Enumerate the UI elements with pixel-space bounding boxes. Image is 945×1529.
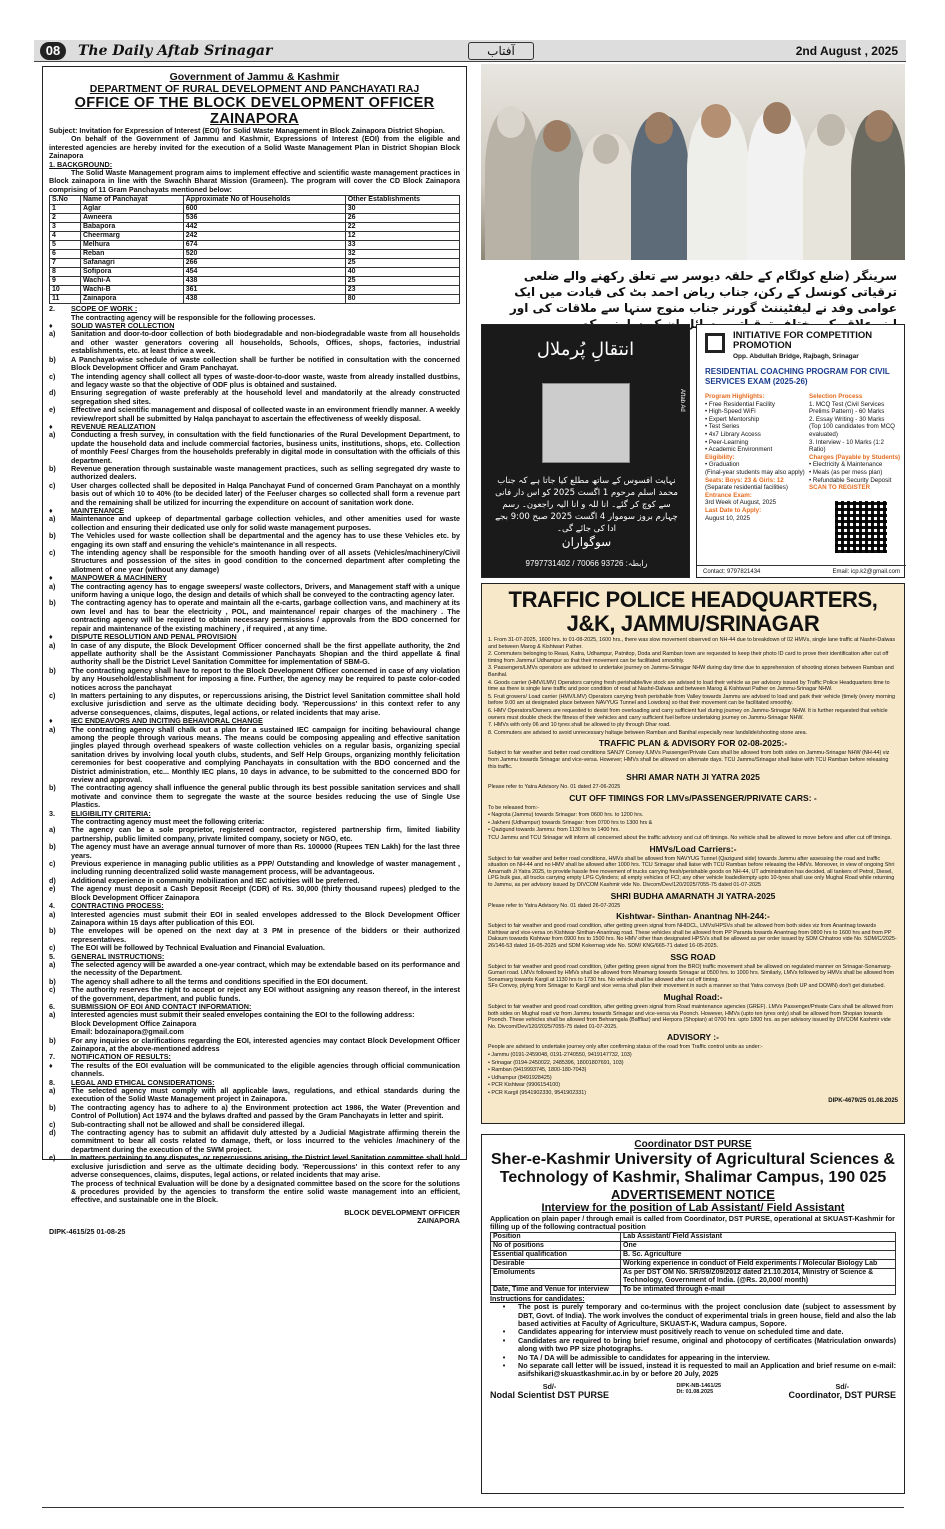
table-cell: No of positions — [491, 1241, 621, 1250]
list-item: 4. Goods carrier (HMV/LMV) Operators carrying fresh perishable/live stock are advised to load their vehicle as per advisory issued by Traffic Police Headquarters time to time as there is single lane traffic and poor condition of road at Nashri-Dalwas and between Marog & Kishtwari Pather on Jammu-Srinagar NHW. — [488, 679, 890, 693]
mughal-heading: Mughal Road:- — [663, 991, 723, 1002]
list-item: 3. Passengers/LMVs operators are advised to undertake journey on Jammu-Srinagar NHW during day time due to apprehension of shooting stones between Ramban and Banihal. — [488, 665, 894, 678]
table-cell: 80 — [345, 295, 459, 304]
group-photo — [481, 64, 905, 260]
advertisement-heading: ADVERTISEMENT NOTICE — [611, 1187, 775, 1202]
notice-clause: c) Sub-contracting shall not be allowed and shall be considered illegal. — [49, 1119, 305, 1129]
photo-caption: سرینگر (ضلع کولگام کے حلقہ دیوسر سے تعلق رکھنے والے ضلعی ترقیاتی کونسل کے رکن، جناب ریاض احمد بٹ کی قیادت میں ایک عوامی وفد نے لیفٹیننٹ گورنر جناب منوج سنہا سے ملاقات کی اور — [509, 269, 897, 315]
table-cell: 3 — [50, 223, 81, 232]
list-item: 3. Interview - 10 Marks (1:2 Ratio) — [809, 438, 884, 454]
table-cell: 33 — [345, 241, 459, 250]
table-cell: Wachi-A — [80, 277, 183, 286]
table-row — [50, 259, 460, 268]
traffic-items — [488, 637, 898, 736]
list-item: • Electricity & Maintenance — [809, 461, 883, 469]
table-cell: 442 — [183, 223, 345, 232]
notice-clause: 6. SUBMISSION OF EOI AND CONTACT INFORMATION: — [49, 1001, 252, 1011]
list-item: • Nagrota (Jammu) towards Srinagar: from 0600 hrs. to 1200 hrs. — [488, 812, 644, 819]
contact-phone: 9797731402 / 70066 93726 :رابطہ — [525, 559, 648, 568]
table-cell: To be intimated through e-mail — [621, 1285, 896, 1294]
notice-clause: a) The agency can be a sole proprietor, registered contractor, registered partnership firm, limited liability partnership, public limited company, private limited company, society or NGO, etc. — [49, 825, 460, 843]
notice-clause: a) The selected agency must comply with all applicable laws, regulations, and ethical standards during the execution of the Solid Waste Management project in Zainapora. — [49, 1086, 460, 1104]
coaching-ad — [696, 324, 905, 578]
list-item: • Expert Mentorship — [705, 415, 760, 423]
qr-code-icon — [835, 501, 887, 553]
subject-line: Subject: Invitation for Expression of Interest (EOI) for Solid Waste Management in Block Zainapora District Shopian. — [49, 126, 445, 135]
list-item: • High-Speed WiFi — [705, 408, 756, 416]
notice-clause: b) For any inquiries or clarifications regarding the EOI, interested agencies may contact Block Development Officer Zainapora, at the above-mentioned address — [49, 1035, 460, 1053]
traffic-title-1: TRAFFIC POLICE HEADQUARTERS, — [508, 587, 878, 612]
table-cell: 600 — [183, 205, 345, 214]
list-item: • The post is purely temporary and co-terminus with the project conclusion date (subject to assessment by DBT, Govt. of India). The work involves the conduct of experimental trials in green house, field and also the lab based activities at Faculty of Agriculture, SKUAST-K, Wadura campus, Sopore. — [502, 1302, 896, 1329]
table-cell: 6 — [50, 250, 81, 259]
table-row — [50, 286, 460, 295]
table-cell: One — [621, 1241, 896, 1250]
list-item: • Srinagar (0194-2450022, 2485396, 18001807691, 103) — [488, 1059, 624, 1066]
table-cell: 674 — [183, 241, 345, 250]
list-item: • Free Residential Facility — [705, 400, 775, 408]
list-item: August 10, 2025 — [705, 514, 751, 522]
plan-text: Subject to fair weather and better road conditions SANJY Convey /LMVs Passenger/Private Cars shall be allowed from both sides on Jammu-Srinagar NHW (NH-44) viz from Jammu towards Srinagar and vice-versa. However; HMVs shall be allowed on alternate days. TCU Jammu/Srinagar shall liaise with TCU Ramban before releasing this traffic. — [488, 750, 890, 770]
notice-clause: c) Previous experience in managing public utilities as a PPP/ Outstanding and knowledge of waster management , including running decentralized solid waste management process, will be advantageous. — [49, 859, 460, 877]
advisory-heading: ADVISORY :- — [667, 1032, 719, 1043]
notice-clause: 5. GENERAL INSTRUCTIONS: — [49, 951, 165, 961]
bdo-eoi-notice — [42, 66, 467, 1236]
list-item: 7. HMVs with only 06 and 10 tyres shall be allowed to ply through Dhar road. — [488, 722, 671, 729]
plan-heading: TRAFFIC PLAN & ADVISORY FOR 02-08-2025:- — [598, 738, 788, 749]
notice-clause: b) The contracting agency has to adhere to a) the Environment protection act 1986, the Water (Prevention and Control of Pollution) Act 1974 and the bylaws drafted and passed by the Gram Panchayats in letter and spirit. — [49, 1102, 460, 1121]
list-item: 2. Commuters belonging to Reasi, Katra, Udhampur, Patnitop, Doda and Ramban town are requested to keep their photo ID card to prove their identification after cut off timing from Jammu/ Udhampur so that their movement can be facilitated smoothly. — [488, 651, 889, 664]
dipk-nb-ref: DIPK-NB-1461/25 — [676, 1382, 722, 1389]
table-cell: 32 — [345, 250, 459, 259]
list-item: • Meals (as per mess plan) — [809, 468, 883, 476]
table-cell: Cheermarg — [80, 232, 183, 241]
obituary-text: نہایت افسوس کے ساتھ مطلع کیا جاتا ہے کہ جناب محمد اسلم مرحوم 1 اگست 2025 کو اس دار فانی سے کوچ کر گئے۔ انا للہ و انا الیہ راجعون۔ رسم چہارم بروز سوموار 4 اگست 2025 صبح 9:00 بجے ادا کی جائے گی۔ — [495, 476, 678, 534]
coordinator-sign: Coordinator, DST PURSE — [788, 1390, 896, 1401]
list-item: To be released from:- — [488, 804, 539, 811]
list-item: • Jakheni (Udhampur) towards Srinagar: from 0700 hrs to 1300 hrs & — [488, 819, 653, 826]
notice-clause: a) The selected agency will be awarded a one-year contract, which may be extendable based on its performance and the necessity of the Department. — [49, 959, 460, 978]
table-cell: Reban — [80, 250, 183, 259]
table-cell: 25 — [345, 277, 459, 286]
dipk-ref: DIPK-4615/25 01-08-25 — [49, 1226, 126, 1236]
coach-footer — [697, 565, 906, 577]
notice-clause: e) In matters pertaining to any disputes, or repercussions arising, the District level Sanitation committee shall hold exclusive jurisdiction and serve as the ultimate deciding body. 'Repercussions' in this context refer to any adverse consequences, claims, disputes, legal actions, or related incidents that may arise. — [49, 1153, 460, 1180]
table-row — [491, 1241, 896, 1250]
ad-side-label: Aftab Ad — [679, 389, 685, 412]
cutoff-heading: CUT OFF TIMINGS FOR LMVs/PASSENGER/PRIVATE CARS: - — [569, 792, 817, 803]
table-cell: Awneera — [80, 214, 183, 223]
table-cell: 266 — [183, 259, 345, 268]
list-item: • PCR Kargil (9541902330, 9541902331) — [488, 1089, 587, 1096]
background-text: The Solid Waste Management program aims to implement effective and scientific waste management practices in Block zainapora in line with the Swachh Bharat Mission (Grameen). The program will cover the CD Block Zainapora comprising of 11 Gram Panchayats mentioned below: — [49, 168, 460, 194]
list-item: • Peer-Learning — [705, 438, 749, 446]
notice-clause: Email: bdozainapora@gmail.com — [71, 1027, 184, 1037]
table-cell: Desirable — [491, 1259, 621, 1268]
dipk-nb-date: Dt: 01.08.2025 — [676, 1389, 714, 1396]
table-cell: Emoluments — [491, 1268, 621, 1285]
list-item: 5. Fruit growers/ Load carrier (HMV/LMV) Operators carrying fresh perishable from Valley towards Jammu are advised to load and park their vehicle (timely (every morning before 9.00 am at designated place between NAVYUG Tunnel and Lowdora) so that their movement can be facilitated smoothly. — [488, 693, 896, 707]
notice-body — [49, 305, 460, 1204]
obituary-ad — [481, 324, 690, 578]
table-cell: 454 — [183, 268, 345, 277]
table-cell: 4 — [50, 232, 81, 241]
right-sd: Sd/- — [835, 1381, 850, 1391]
table-cell: Zainapora — [80, 295, 183, 304]
contact-email: Email: icp.k2@gmail.com — [832, 569, 900, 575]
list-item: • Qazigund towards Jammu: from 1130 hrs to 1400 hrs. — [488, 827, 620, 834]
table-cell: 10 — [50, 286, 81, 295]
notice-clause: ♦ MANPOWER & MACHINERY — [49, 573, 167, 583]
list-item: Eligibility: — [705, 453, 735, 461]
notice-clause: The process of technical Evaluation will be done by a designated committee based on the score for the solutions & procedures provided by the agencies to transform the entire solid waste management into an efficient, effective, and sustainable one in the Block. — [71, 1178, 460, 1205]
list-item: Entrance Exam: — [705, 491, 752, 499]
list-item: 3rd Week of August, 2025 — [705, 499, 777, 507]
notice-clause: e) Effective and scientific management and disposal of collected waste in an environment friendly manner. A weekly review/report shall be submitted by Halqa panchayat to ascertain the effectiveness of weekly disposal. — [49, 405, 460, 423]
hmv-text: Subject to fair weather and better road conditions, HMVs shall be allowed from NAVYUG Tunnel (Qazigund side) towards Jammu after assessing the road and traffic situation on NH-44 and no HMV shall be allowed after 1000 hrs. TCU Srinagar shall liaise with TCU Ramban before releasing the HMVs. Moreover, in view of ongoing Shri Amarnath Ji Yatra 2025, to provide hassle free movement of trucks carrying fresh/perishable goods on NH-44, UT administration has decided, all tankers of Petrol, Diesel, LPG bulk gas, all trucks carrying empty LPG Cylinders; all empty vehicles of FCI; any other vehicle loaded/empty upto 10-tyres shall use only Mughal Road while returning to Jammu, as per advisory issued by DIVCOM Kashmir vide No. Divcom/Dev/120/2025/7055-75 dated 01-07-2025 — [488, 855, 895, 889]
notice-clause: b) A Panchayat-wise schedule of waste collection shall be further be notified in consultation with the concerned Block Development Officer and Gram Panchayat. — [49, 354, 460, 373]
notice-clause: ♦ SOLID WASTER COLLECTION — [49, 321, 175, 331]
table-row — [491, 1259, 896, 1268]
dept-heading: DEPARTMENT OF RURAL DEVELOPMENT AND PANCHAYATI RAJ — [89, 83, 420, 95]
list-item: • No TA / DA will be admissible to candidates for appearing in the interview. — [502, 1352, 770, 1362]
traffic-title-2: J&K, JAMMU/SRINAGAR — [566, 611, 820, 636]
notice-clause: c) The authority reserves the right to accept or reject any EOI without assigning any reason thereof, in the interest of the government, department, and public funds. — [49, 985, 460, 1003]
notice-clause: 3. ELIGIBILITY CRITERIA: — [49, 808, 151, 818]
notice-clause: d) The contracting agency has to submit an affidavit duly attested by a Judicial Magistrate affirming therein the commitment to bear all costs related to damage, theft, or loss incurred to the vehicles /machinery of the department during the execution of the SWM project. — [49, 1128, 460, 1154]
table-cell: 7 — [50, 259, 81, 268]
list-item: • Refundable Security Deposit — [809, 476, 892, 484]
budha-text: Please refer to Yatra Advisory No. 01 dated 26-07-2025 — [488, 902, 621, 909]
university-line-1: Sher-e-Kashmir University of Agricultural Sciences & — [491, 1151, 895, 1168]
notice-clause: b) The Vehicles used for waste collection shall be departmental and the agency has to use these Vehicles etc. by engaging its own staff and ensuring the vehicle's maintenance in all respects. — [49, 531, 460, 549]
budha-heading: SHRI BUDHA AMARNATH JI YATRA-2025 — [610, 890, 776, 901]
table-cell: 2 — [50, 214, 81, 223]
issue-date: 2nd August , 2025 — [795, 44, 898, 58]
table-cell: Aglar — [80, 205, 183, 214]
signatory — [49, 1209, 460, 1226]
table-row — [50, 214, 460, 223]
notice-clause: a) Sanitation and door-to-door collection of both biodegradable and non-biodegradable waste from all households and other waster generators covering all households, Schools, Offices, shops, factories, industrial establishments, etc. at least thrice a week. — [49, 329, 460, 356]
notice-clause: 8. LEGAL AND ETHICAL CONSIDERATIONS: — [49, 1077, 215, 1087]
notice-clause: b) Revenue generation through sustainable waste management practices, such as selling segregated dry waste to authorized dealers. — [49, 463, 460, 482]
notice-clause: a) The contracting agency has to engage sweepers/ waste collectors, Drivers, and Management staff with a unique uniform having a unique logo, the design and details of which shall be conveyed to the contracting agency later. — [49, 581, 460, 600]
table-cell: 25 — [345, 259, 459, 268]
masthead — [34, 40, 906, 62]
left-sd: Sd/- — [542, 1381, 557, 1391]
table-cell: 9 — [50, 277, 81, 286]
table-cell: 438 — [183, 277, 345, 286]
notice-clause: c) The intending agency shall collect all types of waste-door-to-door waste, waste from already installed dustbins, and legacy waste so that the objective of ODF plus is obtained and sustained. — [49, 371, 460, 389]
notice-clause: a) The contracting agency shall chalk out a plan for a sustained IEC campaign for inciting behavioural change among the people through various means. The means could be composing appealing and effective sanitation jingles played through overhead speakers of waste collection vehicles on a regular basis, organizing special sanitation drives by involving local youth clubs, students, and Self Help Groups, organizing monthly felicitation ceremonies for best cooperative and complying Panchayats in consultation with the BDO concerned and the District administration, etc... Monthly IEC plans, 10 days in advance, to be submitted to the concerned BDO for review and approval. — [49, 724, 460, 784]
kishtwar-heading: Kishtwar- Sinthan- Anantnag NH-244:- — [616, 911, 770, 922]
notice-clause: b) The envelopes will be opened on the next day at 3 PM in presence of the bidders or their authorized representatives. — [49, 926, 460, 944]
table-cell: 536 — [183, 214, 345, 223]
list-item: People are advised to undertake journey only after confirming status of the road from Traffic control units as under:- — [488, 1044, 763, 1051]
skuast-notice — [481, 1134, 905, 1494]
table-row — [50, 241, 460, 250]
obituary-title: انتقالِ پُرملال — [536, 339, 635, 360]
table-row — [491, 1250, 896, 1259]
notice-clause: a) Interested agencies must submit their sealed envelopes containing the EOI to the following address: — [49, 1010, 415, 1020]
program-title: RESIDENTIAL COACHING PROGRAM FOR CIVIL SERVICES EXAM (2025-26) — [705, 367, 890, 386]
ssg-heading: SSG ROAD — [670, 951, 716, 962]
skuast-signatures — [490, 1383, 896, 1400]
mourners: سوگواران — [561, 535, 612, 549]
list-item: • No separate call letter will be issued, instead it is requested to mail an Application and brief resume on e-mail: asifshikari@skuastkashmir.ac.in by or before 20 July, 2025 — [502, 1361, 896, 1379]
table-header-cell: Approximate No of Households — [183, 196, 345, 205]
table-cell: Melhura — [80, 241, 183, 250]
table-row — [50, 232, 460, 241]
notice-clause: a) Maintenance and upkeep of departmental garbage collection vehicles, and other amenities used for waste collection and ensuring their dedicated use only for solid waste management purposes. — [49, 514, 460, 532]
notice-clause: c) The EOI will be followed by Technical Evaluation and Financial Evaluation. — [49, 943, 325, 953]
list-item: 8. Commuters are advised to avoid unnecessary haltage between Ramban and Banihal especially near landslide/shooting stone area. — [488, 729, 808, 736]
table-row — [50, 250, 460, 259]
bottom-rule — [42, 1507, 904, 1508]
table-cell: Position — [491, 1232, 621, 1241]
notice-clause: The contracting agency will be responsible for the following processes. — [71, 312, 316, 322]
table-cell: Date, Time and Venue for interview — [491, 1285, 621, 1294]
signatory-title: BLOCK DEVELOPMENT OFFICER — [344, 1207, 460, 1217]
table-cell: 23 — [345, 286, 459, 295]
nodal-scientist: Nodal Scientist DST PURSE — [490, 1390, 610, 1401]
instructions-list — [490, 1303, 896, 1379]
notice-clause: e) The agency must deposit a Cash Deposit Receipt (CDR) of Rs. 30,000 (thirty thousand rupees) pledged to the Block Development Officer Zainapora — [49, 884, 460, 902]
background-heading: 1. BACKGROUND: — [49, 159, 113, 169]
paper-name: The Daily Aftab Srinagar — [78, 43, 273, 59]
table-row — [491, 1285, 896, 1294]
table-cell: Working experience in conduct of Field experiments / Molecular Biology Lab — [621, 1259, 896, 1268]
table-row — [50, 223, 460, 232]
table-cell: As per DST OM No. SR/S9/Z09/2012 dated 21.10.2014, Ministry of Science & Technology, Government of India. (@Rs. 20,000/ month) — [621, 1268, 896, 1285]
notice-clause: ♦ MAINTENANCE — [49, 506, 125, 515]
notice-clause: a) Interested agencies must submit their EOI in sealed envelopes addressed to the Block Development Officer Zainapora within 15 days after publication of this EOI. — [49, 909, 460, 927]
table-cell: 8 — [50, 268, 81, 277]
table-cell: 5 — [50, 241, 81, 250]
selection-details — [809, 393, 901, 492]
table-header-cell: S.No — [50, 196, 81, 205]
table-row — [50, 268, 460, 277]
table-row — [491, 1232, 896, 1241]
skuast-intro: Application on plain paper / through email is called from Coordinator, DST PURSE, operational at SKUAST-Kashmir for filling up of the following contractual position — [490, 1214, 895, 1232]
notice-clause: ♦ DISPUTE RESOLUTION AND PENAL PROVISION — [49, 632, 237, 642]
mughal-text: Subject to fair weather and good road condition, after getting green signal from Road maintenance agencies (GREF). LMVs Passenger/Private Cars shall be allowed from both sides on Mughal road viz from Jammu towards Srinagar and vice-versa via Poonch. However, HMVs (upto ten tyres only) shall be allowed from Shopian towards Poonch. These vehicles shall be allowed from Behramgala (Baffliaz) and Herpora (Shopian) at 0700 hrs. upto 1800 hrs. as per advisory issued by DIVCOM Kashmir vide No. Divcom/Dev/120/2025/7055-75 dated 01-07-2025. — [488, 1003, 893, 1030]
notice-clause: c) The intending agency shall be responsible for the smooth handing over of all assets (Vehicles/machinery/Civil Structures and possession of the sites in good condition to the concerned department after completing the allotment of one year (without any damage) — [49, 548, 460, 574]
list-item: • 4x7 Library Access — [705, 430, 761, 438]
table-cell: 11 — [50, 295, 81, 304]
table-row — [50, 277, 460, 286]
list-item: TCU Jammu and TCU Srinagar will inform all concerned about the traffic advisory and cut off timings. No vehicle shall be allowed to move before and after cut off timings. — [488, 835, 892, 842]
table-cell: 12 — [345, 232, 459, 241]
list-item: SCAN TO REGISTER — [809, 484, 871, 492]
notice-clause: 4. CONTRACTING PROCESS: — [49, 901, 164, 911]
notice-clause: d) Additional experience in community mobilization and IEC activities will be preferred. — [49, 875, 360, 885]
institute-name: INITIATIVE FOR COMPETITION PROMOTION — [733, 330, 873, 351]
notice-clause: b) The agency must have an average annual turnover of more than Rs. 100000 (Rupees TEN Lakh) for the last three years. — [49, 842, 460, 860]
institute-address: Opp. Abdullah Bridge, Rajbagh, Srinagar — [733, 353, 859, 360]
notice-clause: d) Ensuring segregation of waste preferably at the household level and mandatorily at the already constructed segregation shed sites. — [49, 388, 460, 406]
list-item: • Graduation — [705, 461, 740, 469]
amarnath-heading: SHRI AMAR NATH JI YATRA 2025 — [626, 772, 760, 783]
table-row — [491, 1268, 896, 1285]
table-cell: Babapora — [80, 223, 183, 232]
amarnath-text: Please refer to Yatra Advisory No. 01 dated 27-06-2025 — [488, 784, 621, 791]
notice-clause: c) In matters pertaining to any disputes, or repercussions arising, the District level Sanitation committee shall hold exclusive jurisdiction and serve as the ultimate deciding body. 'Repercussions' in this context refer to any adverse consequences, claims, disputes, legal actions, or related incidents that may arise. — [49, 690, 460, 717]
notice-clause: c) User charges collected shall be deposited in Halqa Panchayat Fund of concerned Gram Panchayat on a monthly basis out of which 10 to 40% (to be decided later) of the Fee/user charges so collected shall form a revenue part and the remaining shall be utilized for incurring the expenditure on account of sanitation work done. — [49, 480, 460, 507]
notice-clause: a) Conducting a fresh survey, in consultation with the field functionaries of the Rural Development Department, to update the household data and include commercial factories, business units, institutions, shops, etc. Collection of monthly Fees/ Charges from the households preferably in digital mode in consultation with the officials of this department. — [49, 430, 460, 465]
list-item: • Academic Environment — [705, 446, 773, 454]
list-item: • PCR Kishtwar (9906154100) — [488, 1082, 561, 1089]
office-heading: OFFICE OF THE BLOCK DEVELOPMENT OFFICER ZAINAPORA — [74, 95, 435, 127]
page-number: 08 — [40, 42, 66, 60]
table-cell: 1 — [50, 205, 81, 214]
table-cell: Lab Assistant/ Field Assistant — [621, 1232, 896, 1241]
gov-heading: Government of Jammu & Kashmir — [169, 71, 340, 83]
signatory-place: ZAINAPORA — [417, 1216, 460, 1226]
list-item: Last Date to Apply: — [705, 506, 762, 514]
list-item: • Candidates are required to bring brief resume, original and photocopy of certificates (Matriculation onwards) along with two PP size photographs. — [502, 1335, 896, 1354]
interview-heading: Interview for the position of Lab Assistant/ Field Assistant — [541, 1202, 845, 1214]
position-table — [490, 1232, 896, 1295]
instructions-heading: Instructions for candidates: — [490, 1293, 585, 1303]
list-item: Charges (Payable by Students) — [809, 453, 901, 461]
table-header-cell: Other Establishments — [345, 196, 459, 205]
list-item: 1. MCQ Test (Civil Services Prelims Pattern) - 60 Marks — [809, 400, 885, 416]
table-row — [50, 205, 460, 214]
table-cell: 40 — [345, 268, 459, 277]
kishtwar-text: Subject to fair weather and good road condition, after getting green signal from NHIDCL, LMVs/HPSVs shall be allowed from both sides viz from Anantnag towards Kishtwar and vice-versa on Kishtwar-Sinthan-Anantnag road. These vehicles shall be allowed from PP Paranta towards Anantnag from 0800 hrs to 1600 hrs and from PP Daksum towards Kishtwar from 0900 hrs to 1500 hrs. No HMV other than designated HPSVs shall be allowed as per order issued by SDM Chhatroo vide No. SDM/C/2025-26/146-53 dated 16-05-2025 and SDM Kokernag vide No. SDM/ KNG/665-71 dated 16-05-2025. — [488, 923, 897, 949]
ssg-text: Subject to fair weather and good road condition, (after getting green signal from the BRO) traffic movement shall be allowed on regulated manner on Srinagar-Sonamarg-Gumari road. LMVs followed by HMVs shall be allowed from Minamarg towards Srinagar at 0500 hrs. to 1000 hrs. Similarly, LMVs followed by HMVs shall be allowed from Sonamarg towards Kargil at 1130 hrs to 1730 hrs. No vehicle shall be allowed after cut off timing. SFs Convoy, plying from Srinagar to Kargil and vice versa shall plan their movement in such a manner so that Yatra convoys (both UP and DOWN) don't get disturbed. — [488, 963, 895, 990]
table-cell: 30 — [345, 205, 459, 214]
notice-clause: b) The contracting agency shall have to report to the Block Development Officer concerned in case of any violation by any Household/establishment for imposing a fine. Further, the agency may be required to paste color-coded notices across the panchayat — [49, 665, 460, 692]
table-row — [50, 295, 460, 304]
list-item: • Candidates appearing for interview must positively reach to venue on scheduled time and date. — [502, 1327, 844, 1337]
portrait-photo — [542, 383, 630, 463]
cutoff-list — [488, 805, 898, 842]
program-details — [705, 393, 805, 522]
list-item: (Final-year students may also apply) — [705, 468, 805, 476]
traffic-advisory — [481, 583, 905, 1124]
notice-clause: b) The agency shall adhere to all the terms and conditions specified in the EOI document. — [49, 976, 368, 986]
university-line-2: Technology of Kashmir, Shalimar Campus, 190 025 — [499, 1169, 887, 1186]
list-item: • Ramban (9419993745, 1800-180-7043) — [488, 1067, 587, 1074]
list-item: • Udhampur (8491928425) — [488, 1074, 552, 1081]
contact-number: Contact: 9797821434 — [703, 569, 761, 575]
notice-clause: ♦ REVENUE REALIZATION — [49, 421, 156, 431]
paper-logo: آفتاب — [468, 42, 534, 60]
hmv-heading: HMVs/Load Carriers:- — [649, 843, 737, 854]
table-cell: Safanagri — [80, 259, 183, 268]
notice-clause: ♦ IEC ENDEAVORS AND INCITING BEHAVIORAL CHANGE — [49, 716, 263, 726]
list-item: • Test Series — [705, 423, 740, 431]
list-item: Selection Process — [809, 393, 863, 400]
list-item: (Top 100 candidates from MCQ evaluated) — [809, 423, 895, 438]
notice-clause: Block Development Office Zainapora — [71, 1018, 197, 1028]
notice-clause: b) The contracting agency shall influence the general public through its best possible sanitation services and shall motivate and convince them to segregate the waste at the source besides reducing the use of Single Use Plastics. — [49, 783, 460, 810]
table-cell: 22 — [345, 223, 459, 232]
traffic-dipk: DIPK-4679/25 01.08.2025 — [828, 1097, 898, 1104]
table-cell: 520 — [183, 250, 345, 259]
advisory-list — [488, 1044, 898, 1096]
notice-clause: a) In case of any dispute, the Block Development Officer concerned shall be the first appellate authority, the 2nd appellate authority shall be the Assistant Commissioner Panchayats Shopian and the third appellate & final authority shall be the District Level Sanitation Committee for implementation of SBM-G. — [49, 640, 460, 667]
table-cell: B. Sc. Agriculture — [621, 1250, 896, 1259]
icp-logo-icon — [705, 333, 725, 353]
table-header-cell: Name of Panchayat — [80, 196, 183, 205]
list-item: 6. HMV Operators/Owners are requested to desist from overloading and carry sufficient fuel during journey on Jammu-Srinagar NHW. It is further requested that vehicle owners must double check the fitness of their vehicles and carry sufficient fuel before undertaking journey on Jammu-Srinagar NHW. — [488, 707, 888, 721]
notice-clause: ♦ The results of the EOI evaluation will be communicated to the eligible agencies through official communication channels. — [49, 1060, 460, 1079]
table-cell: Sofipora — [80, 268, 183, 277]
table-cell: 242 — [183, 232, 345, 241]
list-item: (Separate residential facilities) — [705, 484, 788, 492]
panchayat-table — [49, 195, 460, 304]
news-photo-block — [481, 64, 905, 316]
list-item: Seats: Boys: 23 & Girls: 12 — [705, 476, 784, 484]
intro-text: On behalf of the Government of Jammu and Kashmir, Expressions of Interest (EOI) from the eligible and interested agencies are hereby invited for the execution of a Solid Waste Management Plan in District Shopian Block Zainapora — [49, 134, 460, 161]
list-item: 2. Essay Writing - 30 Marks — [809, 415, 885, 423]
table-cell: Essential qualification — [491, 1250, 621, 1259]
notice-clause: The contracting agency must meet the following criteria: — [71, 817, 265, 827]
notice-clause: b) The contracting agency has to operate and maintain all the e-carts, garbage collection vans, and machinery at its own level and has to bear the electricity , POL, and maintenance/ repair charges of the machinery . The contracting agency will be required to obtain necessary permissions / approvals from the BDO concerned for repair and maintenance of the existing machinery , if required , at any time. — [49, 598, 460, 633]
table-cell: Wachi-B — [80, 286, 183, 295]
table-cell: 438 — [183, 295, 345, 304]
notice-clause: 2. SCOPE OF WORK : — [49, 304, 138, 314]
notice-clause: 7. NOTIFICATION OF RESULTS: — [49, 1052, 171, 1062]
table-cell: 26 — [345, 214, 459, 223]
list-item: Program Highlights: — [705, 393, 765, 400]
list-item: 1. From 31-07-2025, 1600 hrs. to 01-08-2025, 1600 hrs., there was slow movement observed on NH-44 due to breakdown of 02 HMVs, single lane traffic at Nashri-Dalwas and between Marog & Kishtwari Pather. — [488, 637, 896, 650]
list-item: • Jammu (0191-2459048, 0191-2740550, 9419147732, 103) — [488, 1051, 632, 1058]
coordinator-heading: Coordinator DST PURSE — [634, 1139, 752, 1150]
table-cell: 361 — [183, 286, 345, 295]
